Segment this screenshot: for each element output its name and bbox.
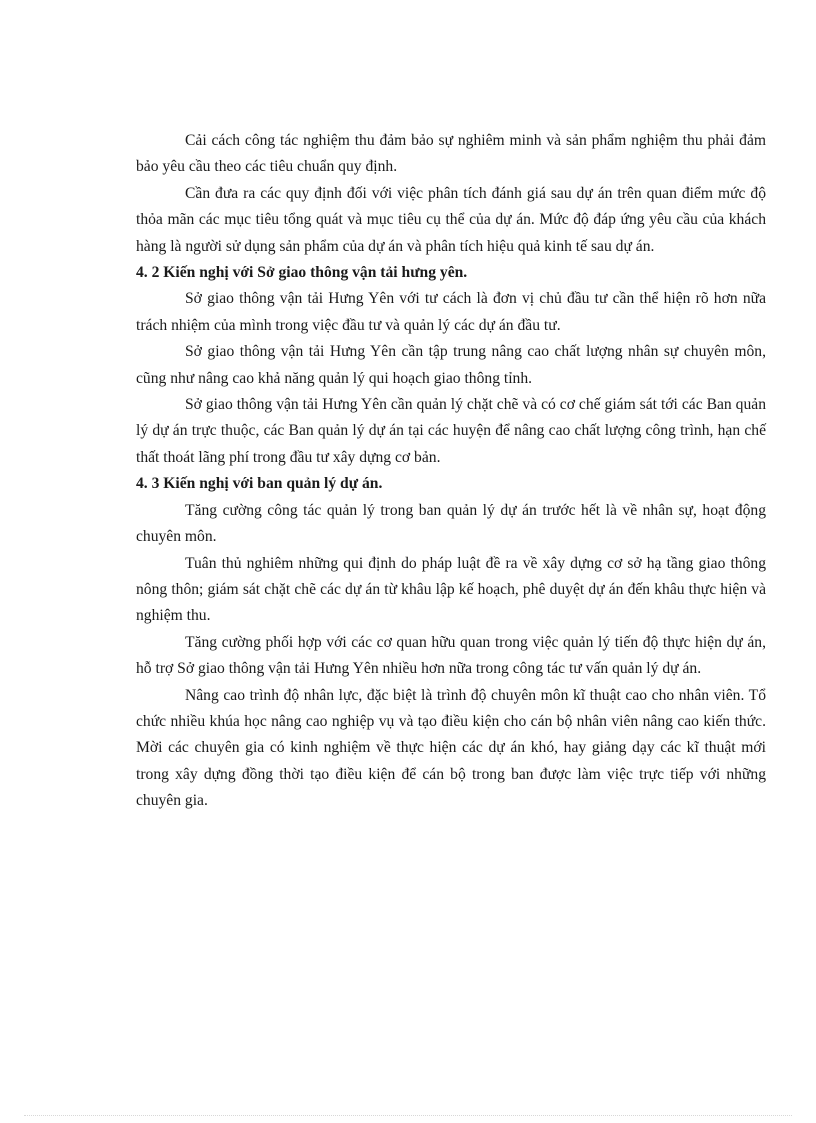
paragraph-legal-compliance: Tuân thủ nghiêm những qui định do pháp luật đề ra về xây dựng cơ sở hạ tầng giao thông nông thôn; giám sát chặt chẽ các dự án từ khâu lập kế hoạch, phê duyệt dự án đến khâu thực hiện và nghiệm thu. <box>136 554 766 625</box>
paragraph-department-staff-quality: Sở giao thông vận tải Hưng Yên cần tập trung nâng cao chất lượng nhân sự chuyên môn, cũng như nâng cao khả năng quản lý qui hoạch giao thông tỉnh. <box>136 343 766 387</box>
document-page <box>136 128 766 815</box>
paragraph-human-resources: Nâng cao trình độ nhân lực, đặc biệt là trình độ chuyên môn kĩ thuật cao cho nhân viên. Tổ chức nhiều khúa học nâng cao nghiệp vụ và tạo điều kiện cho cán bộ nhân viên nâng cao kiến thức. Mời các chuyên gia có kinh nghiệm về thực hiện các dự án khó, hay giảng dạy các kĩ thuật mới trong xây dựng đồng thời tạo điều kiện để cán bộ trong ban được làm việc trực tiếp với những chuyên gia. <box>136 686 766 810</box>
paragraph-post-project-evaluation: Cần đưa ra các quy định đối với việc phân tích đánh giá sau dự án trên quan điểm mức độ thỏa mãn các mục tiêu tổng quát và mục tiêu cụ thể của dự án. Mức độ đáp ứng yêu cầu của khách hàng là người sử dụng sản phẩm của dự án và phân tích hiệu quả kinh tế sau dự án. <box>136 184 766 255</box>
section-heading-4-2: 4. 2 Kiến nghị với Sở giao thông vận tải hưng yên. <box>136 264 468 282</box>
paragraph-coordination: Tăng cường phối hợp với các cơ quan hữu quan trong việc quản lý tiến độ thực hiện dự án, hỗ trợ Sở giao thông vận tải Hưng Yên nhiều hơn nữa trong công tác tư vấn quản lý dự án. <box>136 633 766 678</box>
section-heading-4-3: 4. 3 Kiến nghị với ban quản lý dự án. <box>136 475 383 493</box>
paragraph-management-strengthening: Tăng cường công tác quản lý trong ban quản lý dự án trước hết là về nhân sự, hoạt động chuyên môn. <box>136 501 766 546</box>
paragraph-department-supervision: Sở giao thông vận tải Hưng Yên cần quản lý chặt chẽ và có cơ chế giám sát tới các Ban quản lý dự án trực thuộc, các Ban quản lý dự án tại các huyện để nâng cao chất lượng công trình, hạn chế thất thoát lãng phí trong đầu tư xây dựng cơ bản. <box>136 396 766 466</box>
paragraph-department-responsibility: Sở giao thông vận tải Hưng Yên với tư cách là đơn vị chủ đầu tư cần thể hiện rõ hơn nữa trách nhiệm của mình trong việc đầu tư và quản lý các dự án đầu tư. <box>136 290 766 334</box>
page-bottom-divider <box>24 1115 792 1116</box>
paragraph-acceptance-reform: Cải cách công tác nghiệm thu đảm bảo sự nghiêm minh và sản phẩm nghiệm thu phải đảm bảo yêu cầu theo các tiêu chuẩn quy định. <box>136 132 766 176</box>
